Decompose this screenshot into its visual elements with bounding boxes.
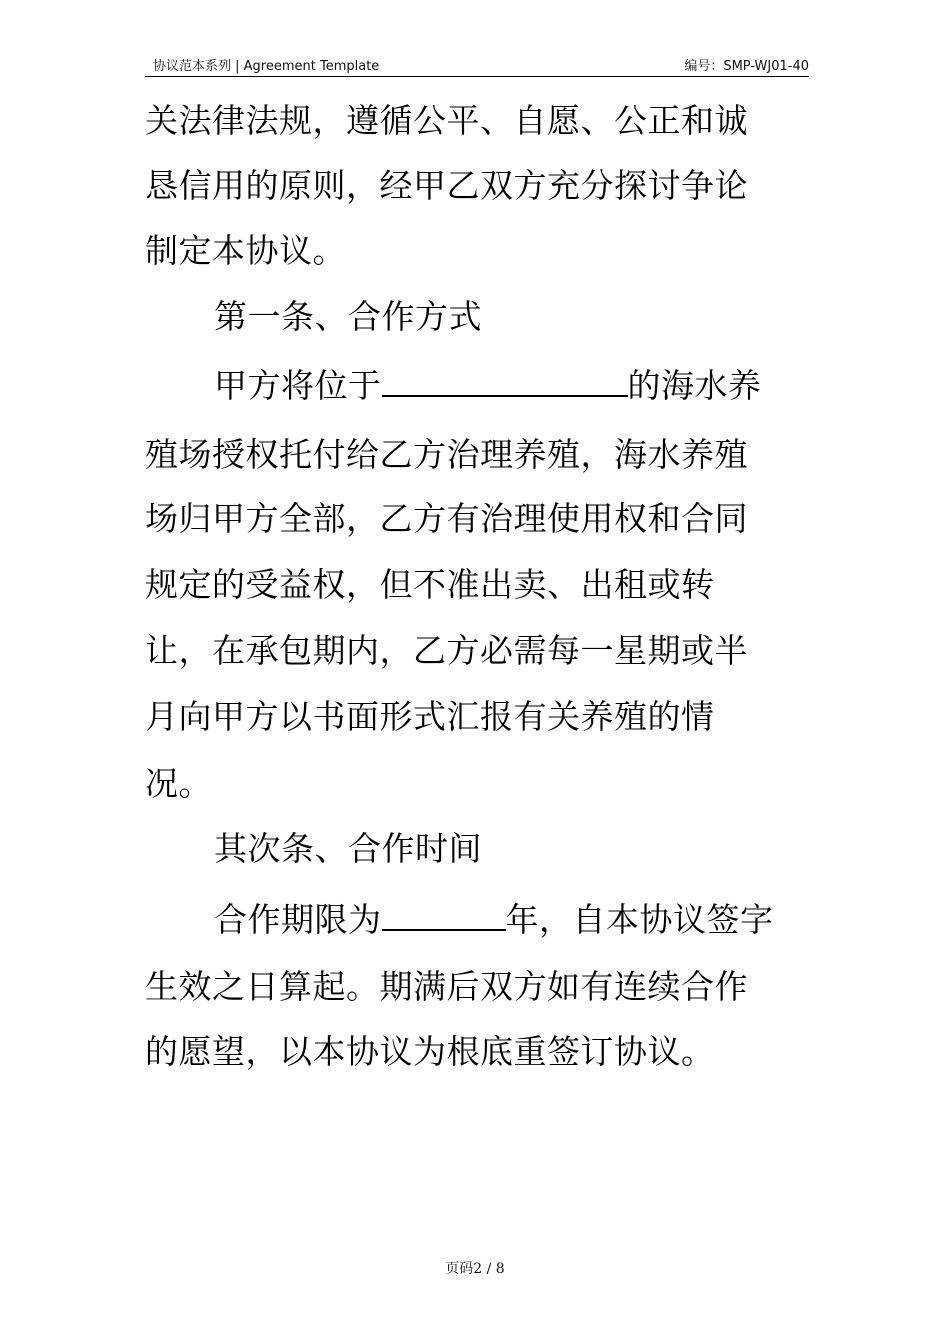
term-years-blank-line [382,901,506,931]
body-line: 规定的受益权，但不准出卖、出租或转 [145,565,715,604]
article-2-text-before-blank: 合作期限为 [214,900,382,939]
header-document-number: 编号：SMP-WJ01-40 [684,59,809,74]
body-line: 殖场授权托付给乙方治理养殖，海水养殖 [145,435,748,474]
article-1-first-line [214,366,762,406]
article-1-heading: 第一条、合作方式 [214,297,482,336]
article-1-text-before-blank: 甲方将位于 [214,366,382,405]
article-2-first-line [214,900,774,940]
page-header [145,56,809,77]
header-series-title: 协议范本系列 | Agreement Template [153,59,380,74]
body-line: 的愿望，以本协议为根底重签订协议。 [145,1032,715,1071]
article-1-text-after-blank: 的海水养 [627,366,762,405]
body-line: 让，在承包期内，乙方必需每一星期或半 [145,631,748,670]
location-blank-line [382,367,628,397]
body-line: 恳信用的原则，经甲乙双方充分探讨争论 [145,166,748,205]
body-line: 月向甲方以书面形式汇报有关养殖的情 [145,697,715,736]
body-line: 场归甲方全部，乙方有治理使用权和合同 [145,499,748,538]
body-line: 生效之日算起。期满后双方如有连续合作 [145,967,748,1006]
page-number: 页码2 / 8 [445,1261,505,1277]
body-line: 制定本协议。 [145,231,346,270]
body-line: 关法律法规，遵循公平、自愿、公正和诚 [145,101,748,140]
article-2-text-after-blank: 年，自本协议签字 [505,900,774,939]
article-2-heading: 其次条、合作时间 [214,829,482,868]
body-line: 况。 [145,764,212,803]
